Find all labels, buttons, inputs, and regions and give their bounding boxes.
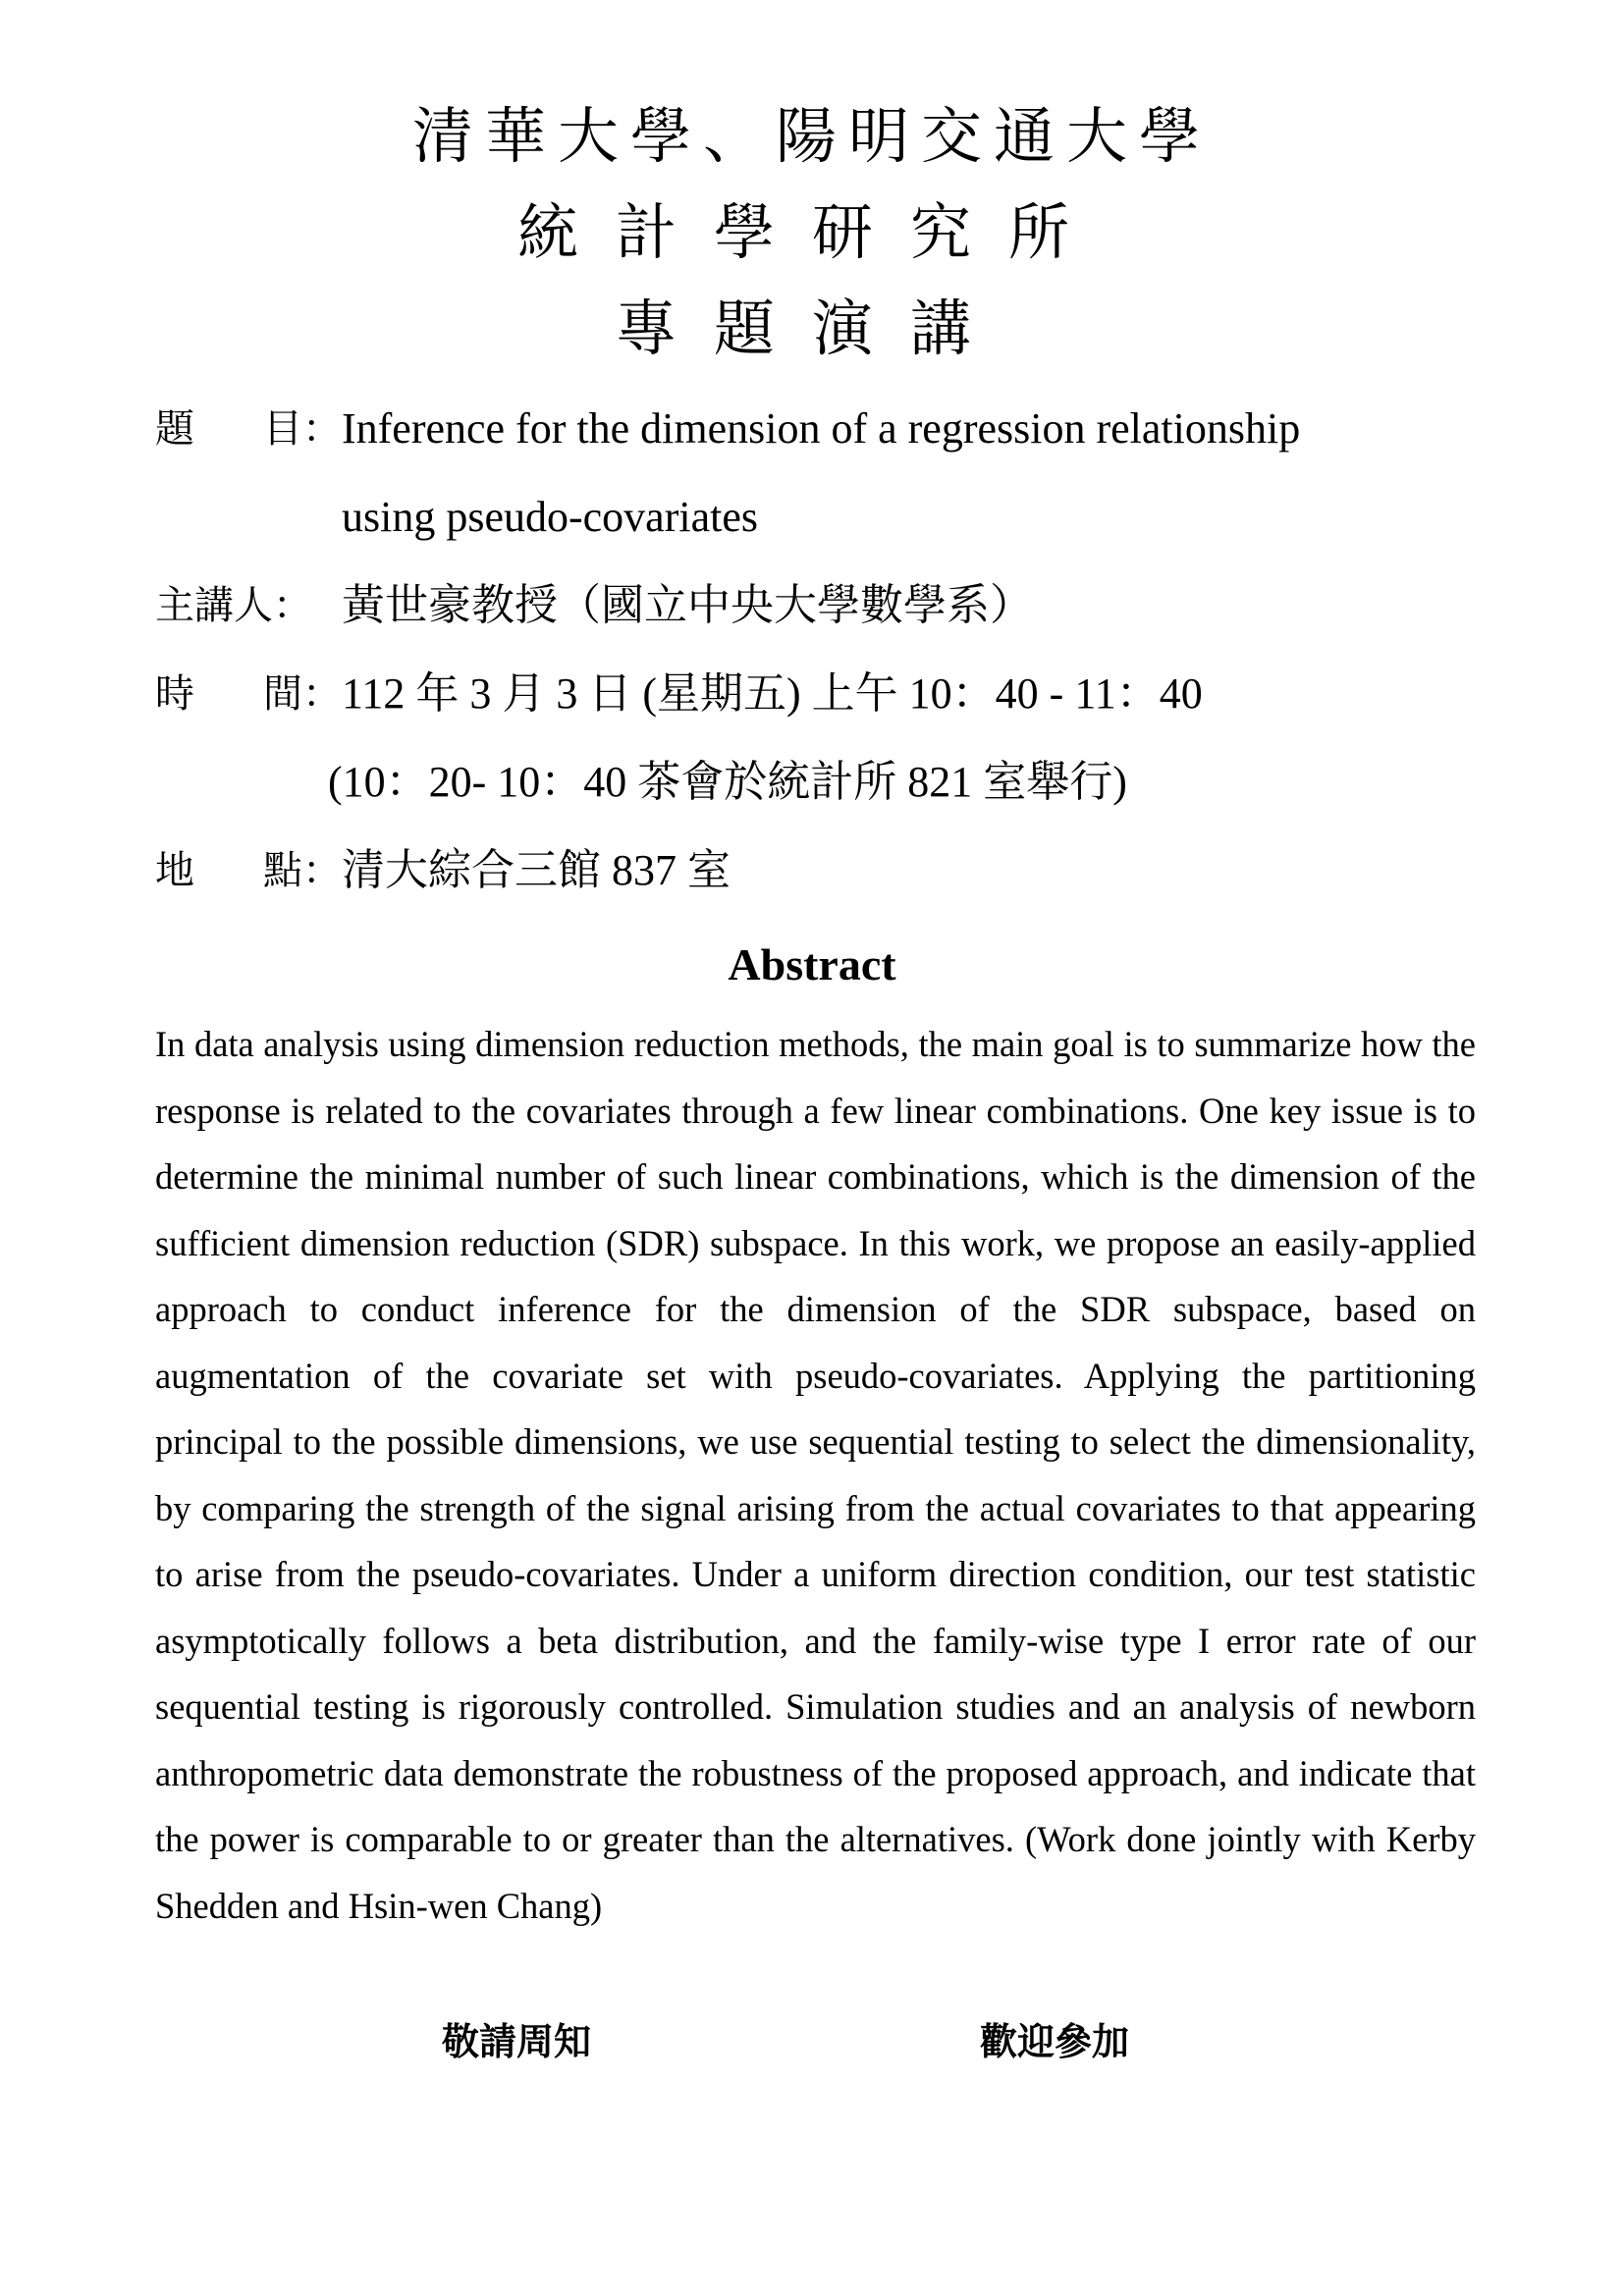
- university-names: 清華大學、陽明交通大學: [411, 100, 1212, 172]
- talk-time: 112 年 3 月 3 日 (星期五) 上午 10：40 - 11：40: [342, 669, 1203, 718]
- talk-place: 清大綜合三館 837 室: [342, 846, 731, 894]
- talk-title-line2: using pseudo-covariates: [342, 493, 758, 541]
- tea-time: (10：20- 10：40 茶會於統計所 821 室舉行): [328, 758, 1127, 806]
- title-label: 題 目：: [155, 406, 342, 452]
- abstract-text: In data analysis using dimension reduction methods, the main goal is to summarize how the response is related to the covariates through a few linear combinations. One key issue is to determine the minimal number of such linear combinations, which is the dimension of the sufficient dimension reduction (SDR) subspace. In this work, we propose an easily-applied approach to conduct inference for the dimension of the SDR subspace, based on augmentation of the covariate set with pseudo-covariates. Applying the partitioning principal to the possible dimensions, we use sequential testing to select the dimensionality, by comparing the strength of the signal arising from the actual covariates to that appearing to arise from the pseudo-covariates. Under a uniform direction condition, our test statistic asymptotically follows a beta distribution, and the family-wise type I error rate of our sequential testing is rigorously controlled. Simulation studies and an analysis of newborn anthropometric data demonstrate the robustness of the proposed approach, and indicate that the power is comparable to or greater than the alternatives. (Work done jointly with Kerby Shedden and Hsin-wen Chang): [155, 1024, 1476, 1926]
- time-label: 時 間：: [155, 671, 342, 717]
- seminar-info: [155, 395, 1530, 925]
- talk-title-line1: Inference for the dimension of a regression relationship: [342, 404, 1301, 453]
- speaker-row: [155, 571, 1530, 660]
- speaker-name: 黃世豪教授（國立中央大學數學系）: [342, 581, 1033, 629]
- place-row: [155, 836, 1530, 925]
- abstract-heading: Abstract: [728, 939, 896, 989]
- title-row-continued: [155, 483, 1530, 571]
- speaker-label: 主講人：: [155, 583, 312, 628]
- time-row: [155, 660, 1530, 748]
- place-label: 地 點：: [155, 848, 342, 893]
- announcement-header: [0, 88, 1624, 377]
- title-row: [155, 395, 1530, 483]
- tea-time-row: [155, 748, 1530, 836]
- notice-text: 敬請周知: [442, 2019, 592, 2063]
- seminar-heading: 專題演講: [615, 293, 1008, 364]
- institute-name: 統計學研究所: [516, 196, 1107, 268]
- welcome-text: 歡迎參加: [980, 2019, 1130, 2063]
